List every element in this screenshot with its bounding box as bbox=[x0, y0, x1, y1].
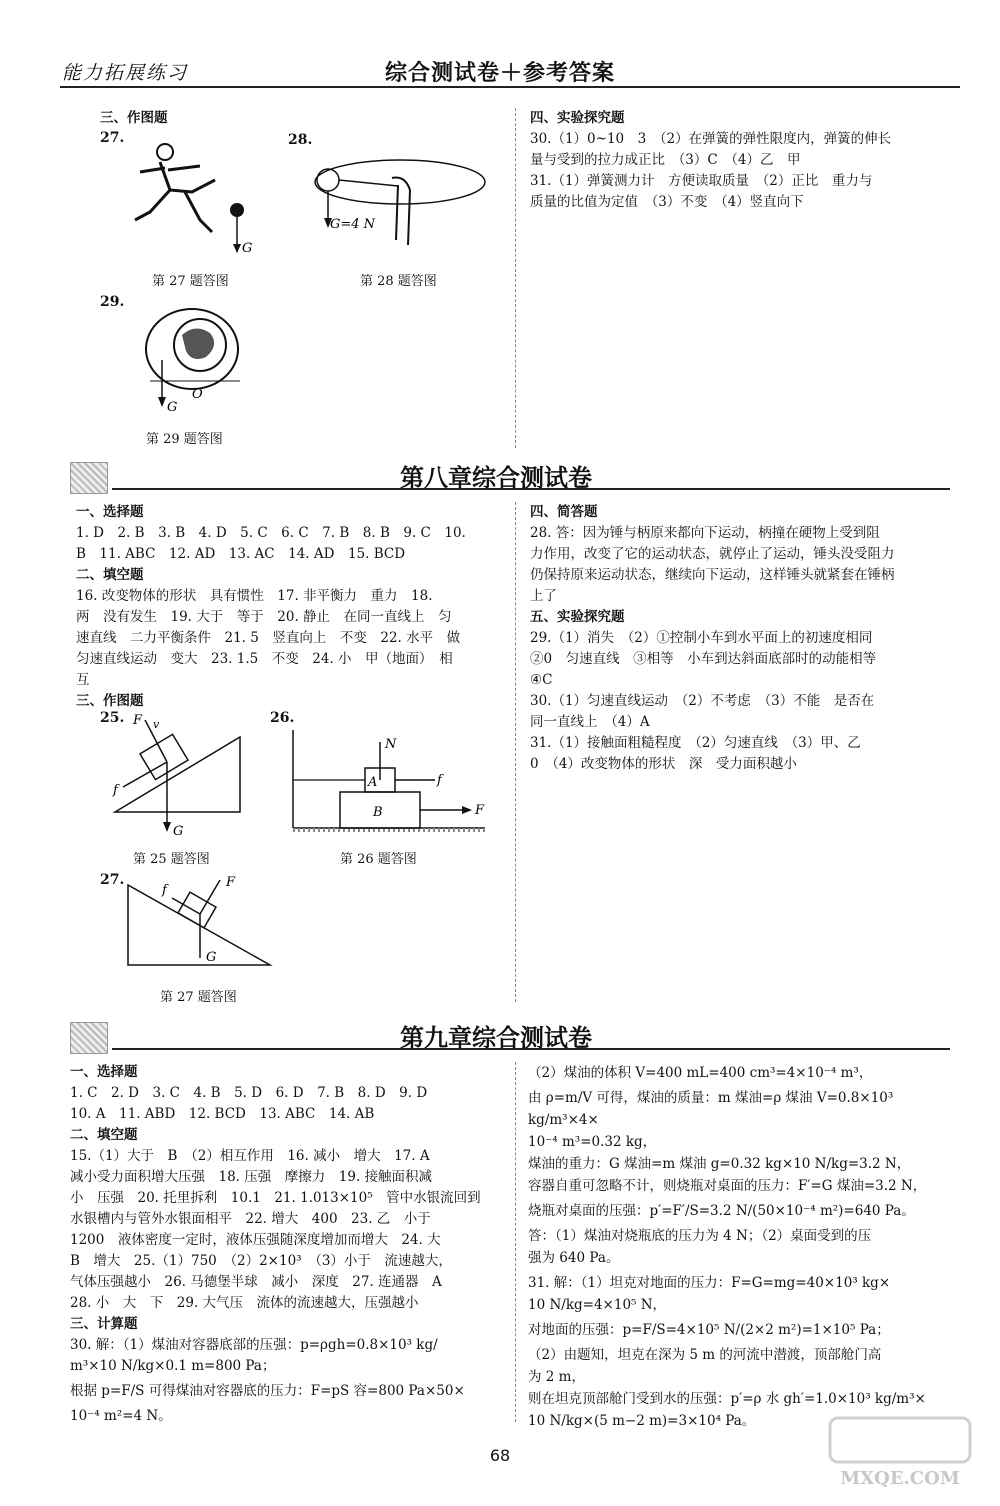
answer-line: 30.（1）匀速直线运动 （2）不考虑 （3）不能 是否在 bbox=[530, 693, 875, 709]
incline-block-figure-27 bbox=[120, 870, 280, 980]
ch9-right bbox=[528, 1062, 960, 1432]
question-number: 25. bbox=[100, 710, 125, 726]
answer-line: （2）煤油的体积 V=400 mL=400 cm³=4×10⁻⁴ m³， bbox=[528, 1065, 873, 1081]
figure-caption: 第 25 题答图 bbox=[133, 852, 210, 867]
site-watermark-logo bbox=[820, 1412, 980, 1492]
answer-line: 10. A 11. ABD 12. BCD 13. ABC 14. AB bbox=[70, 1106, 375, 1122]
chapter-decoration-icon bbox=[70, 1022, 108, 1054]
gravity-label: G bbox=[242, 241, 253, 256]
page-number: 68 bbox=[489, 1446, 511, 1465]
gravity-label: G bbox=[167, 400, 178, 415]
answer-line: 对地面的压强：p=F/S=4×10⁵ N/(2×2 m²)=1×10⁵ Pa； bbox=[528, 1322, 890, 1338]
svg-text:F: F bbox=[226, 875, 236, 890]
answer-line: 30.（1）0~10 3 （2）在弹簧的弹性限度内，弹簧的伸长 bbox=[530, 131, 892, 147]
answer-line: 28. 答：因为锤与柄原来都向下运动，柄撞在硬物上受到阻 bbox=[530, 525, 880, 541]
answer-line: 0 （4）改变物体的形状 深 受力面积越小 bbox=[530, 756, 797, 772]
answer-line: 强为 640 Pa。 bbox=[528, 1250, 620, 1266]
answer-line: 31. 解：（1）坦克对地面的压力：F=G=mg=40×10³ kg× bbox=[528, 1275, 891, 1291]
answer-line: 16. 改变物体的形状 具有惯性 17. 非平衡力 重力 18. bbox=[76, 588, 433, 604]
section-heading: 五、实验探究题 bbox=[530, 609, 625, 625]
question-number: 28. bbox=[288, 132, 313, 148]
ch7-right bbox=[530, 108, 955, 213]
question-number: 26. bbox=[270, 710, 295, 726]
answer-line: 28. 小 大 下 29. 大气压 流体的流速越大，压强越小 bbox=[70, 1295, 419, 1311]
answer-line: B 增大 25.（1）750 （2）2×10³ （3）小于 流速越大， bbox=[70, 1253, 452, 1269]
answer-line: 量与受到的拉力成正比 （3）C （4）乙 甲 bbox=[530, 152, 801, 168]
svg-text:A: A bbox=[368, 775, 378, 790]
section-heading: 三、作图题 bbox=[100, 110, 168, 126]
column-divider bbox=[515, 108, 516, 448]
answer-line: 为 2 m， bbox=[528, 1369, 585, 1385]
answer-line: 1. D 2. B 3. B 4. D 5. C 6. C 7. B 8. B 9. C 10. bbox=[76, 525, 466, 541]
answer-line: 速直线 二力平衡条件 21. 5 竖直向上 不变 22. 水平 做 bbox=[76, 630, 461, 646]
chapter-title: 第八章综合测试卷 bbox=[400, 464, 592, 492]
section-heading: 四、简答题 bbox=[530, 504, 598, 520]
answer-line: 31.（1）弹簧测力计 方便读取质量 （2）正比 重力与 bbox=[530, 173, 873, 189]
answer-line: ②0 匀速直线 ③相等 小车到达斜面底部时的动能相等 bbox=[530, 651, 877, 667]
answer-line: 30. 解：（1）煤油对容器底部的压强：p=ρgh=0.8×10³ kg/ bbox=[70, 1337, 438, 1353]
svg-text:G: G bbox=[173, 824, 184, 839]
section-heading: 三、作图题 bbox=[76, 693, 144, 709]
incline-block-figure-25 bbox=[105, 712, 255, 842]
answer-line: 则在坦克顶部舱门受到水的压强：p′=ρ 水 gh′=1.0×10³ kg/m³× bbox=[528, 1391, 926, 1407]
answer-line: 水银槽内与管外水银面相平 22. 增大 400 23. 乙 小于 bbox=[70, 1211, 431, 1227]
figure-caption: 第 26 题答图 bbox=[340, 852, 417, 867]
svg-text:G: G bbox=[206, 950, 217, 965]
answer-line: 10 N/kg×(5 m−2 m)=3×10⁴ Pa。 bbox=[528, 1413, 756, 1429]
answer-line: 10⁻⁴ m³=0.32 kg， bbox=[528, 1134, 657, 1150]
section-heading: 四、实验探究题 bbox=[530, 110, 625, 126]
answer-line: 10⁻⁴ m²=4 N。 bbox=[70, 1408, 172, 1424]
gravity-label: G=4 N bbox=[330, 217, 376, 232]
ball-icon bbox=[230, 203, 244, 217]
header-series-title: 能力拓展练习 bbox=[62, 62, 189, 84]
answer-line: m³×10 N/kg×0.1 m=800 Pa； bbox=[70, 1358, 276, 1374]
answer-line: 质量的比值为定值 （3）不变 （4）竖直向下 bbox=[530, 194, 804, 210]
answer-line: 答：（1）煤油对烧瓶底的压力为 4 N；（2）桌面受到的压 bbox=[528, 1228, 872, 1244]
answer-line: 煤油的重力：G 煤油=m 煤油 g=0.32 kg×10 N/kg=3.2 N， bbox=[528, 1156, 911, 1172]
ch7-left bbox=[100, 108, 168, 129]
svg-text:f: f bbox=[437, 773, 442, 788]
egg-globe-figure bbox=[140, 305, 260, 420]
answer-line: 匀速直线运动 变大 23. 1.5 不变 24. 小 甲（地面） 相 bbox=[76, 651, 453, 667]
figure-caption: 第 29 题答图 bbox=[146, 432, 223, 447]
section-heading: 一、选择题 bbox=[76, 504, 144, 520]
section-heading: 二、填空题 bbox=[76, 567, 144, 583]
figure-caption: 第 28 题答图 bbox=[360, 274, 437, 289]
section-heading: 三、计算题 bbox=[70, 1316, 138, 1332]
svg-text:N: N bbox=[385, 737, 397, 752]
page-title: 综合测试卷＋参考答案 bbox=[384, 61, 615, 86]
ch8-right bbox=[530, 502, 955, 775]
svg-text:MXQE.COM: MXQE.COM bbox=[840, 1468, 960, 1489]
answer-line: 由 ρ=m/V 可得，煤油的质量：m 煤油=ρ 煤油 V=0.8×10³ kg/m³×4× bbox=[528, 1090, 894, 1128]
chapter-decoration-icon bbox=[70, 462, 108, 494]
answer-line: 29.（1）消失 （2）①控制小车到水平面上的初速度相同 bbox=[530, 630, 873, 646]
column-divider bbox=[515, 1062, 516, 1422]
question-number: 29. bbox=[100, 294, 125, 310]
answer-line: 互 bbox=[76, 672, 90, 688]
answer-line: 15.（1）大于 B （2）相互作用 16. 减小 增大 17. A bbox=[70, 1148, 430, 1164]
header-divider bbox=[60, 86, 960, 88]
answer-line: 10 N/kg=4×10⁵ N， bbox=[528, 1297, 667, 1313]
figure-caption: 第 27 题答图 bbox=[152, 274, 229, 289]
answer-line: 容器自重可忽略不计，则烧瓶对桌面的压力：F′=G 煤油=3.2 N， bbox=[528, 1178, 927, 1194]
svg-text:v: v bbox=[153, 718, 160, 731]
chapter-heading bbox=[70, 458, 950, 498]
answer-line: 减小受力面积增大压强 18. 压强 摩擦力 19. 接触面积减 bbox=[70, 1169, 433, 1185]
answer-line: 气体压强越小 26. 马德堡半球 减小 深度 27. 连通器 A bbox=[70, 1274, 442, 1290]
string-circle-figure bbox=[310, 150, 490, 260]
chapter-title: 第九章综合测试卷 bbox=[400, 1024, 592, 1052]
ch9-left bbox=[70, 1062, 500, 1427]
answer-line: ④C bbox=[530, 672, 553, 688]
ch8-left bbox=[76, 502, 496, 712]
answer-line: 两 没有发生 19. 大于 等于 20. 静止 在同一直线上 匀 bbox=[76, 609, 452, 625]
answer-line: 小 压强 20. 托里拆利 10.1 21. 1.013×10⁵ 管中水银流回到 bbox=[70, 1190, 481, 1206]
pivot-label: O bbox=[192, 387, 203, 402]
answer-line: 上了 bbox=[530, 588, 557, 604]
svg-text:F: F bbox=[475, 803, 485, 818]
answer-line: 1. C 2. D 3. C 4. B 5. D 6. D 7. B 8. D 9. D bbox=[70, 1085, 428, 1101]
answer-line: B 11. ABC 12. AD 13. AC 14. AD 15. BCD bbox=[76, 546, 406, 562]
section-heading: 一、选择题 bbox=[70, 1064, 138, 1080]
section-heading: 二、填空题 bbox=[70, 1127, 138, 1143]
column-divider bbox=[515, 502, 516, 1002]
svg-text:F: F bbox=[133, 713, 143, 728]
chapter-heading bbox=[70, 1018, 950, 1058]
svg-text:f: f bbox=[113, 783, 118, 798]
soccer-player-figure bbox=[130, 140, 260, 260]
answer-line: 烧瓶对桌面的压强：p′=F′/S=3.2 N/(50×10⁻⁴ m²)=640 Pa。 bbox=[528, 1203, 915, 1219]
stacked-blocks-figure-26 bbox=[285, 730, 495, 840]
question-number: 27. bbox=[100, 130, 125, 146]
answer-line: 力作用，改变了它的运动状态，就停止了运动，锤头没受阻力 bbox=[530, 546, 895, 562]
answer-line: 31.（1）接触面粗糙程度 （2）匀速直线 （3）甲、乙 bbox=[530, 735, 861, 751]
answer-line: 根据 p=F/S 可得煤油对容器底的压力：F=pS 容=800 Pa×50× bbox=[70, 1383, 465, 1399]
answer-line: 同一直线上 （4）A bbox=[530, 714, 650, 730]
answer-line: 仍保持原来运动状态，继续向下运动，这样锤头就紧套在锤柄 bbox=[530, 567, 895, 583]
svg-text:B: B bbox=[373, 805, 383, 820]
answer-line: （2）由题知，坦克在深为 5 m 的河流中潜渡，顶部舱门高 bbox=[528, 1347, 882, 1363]
figure-caption: 第 27 题答图 bbox=[160, 990, 237, 1005]
question-number: 27. bbox=[100, 872, 125, 888]
answer-line: 1200 液体密度一定时，液体压强随深度增加而增大 24. 大 bbox=[70, 1232, 441, 1248]
svg-text:f: f bbox=[162, 883, 167, 898]
